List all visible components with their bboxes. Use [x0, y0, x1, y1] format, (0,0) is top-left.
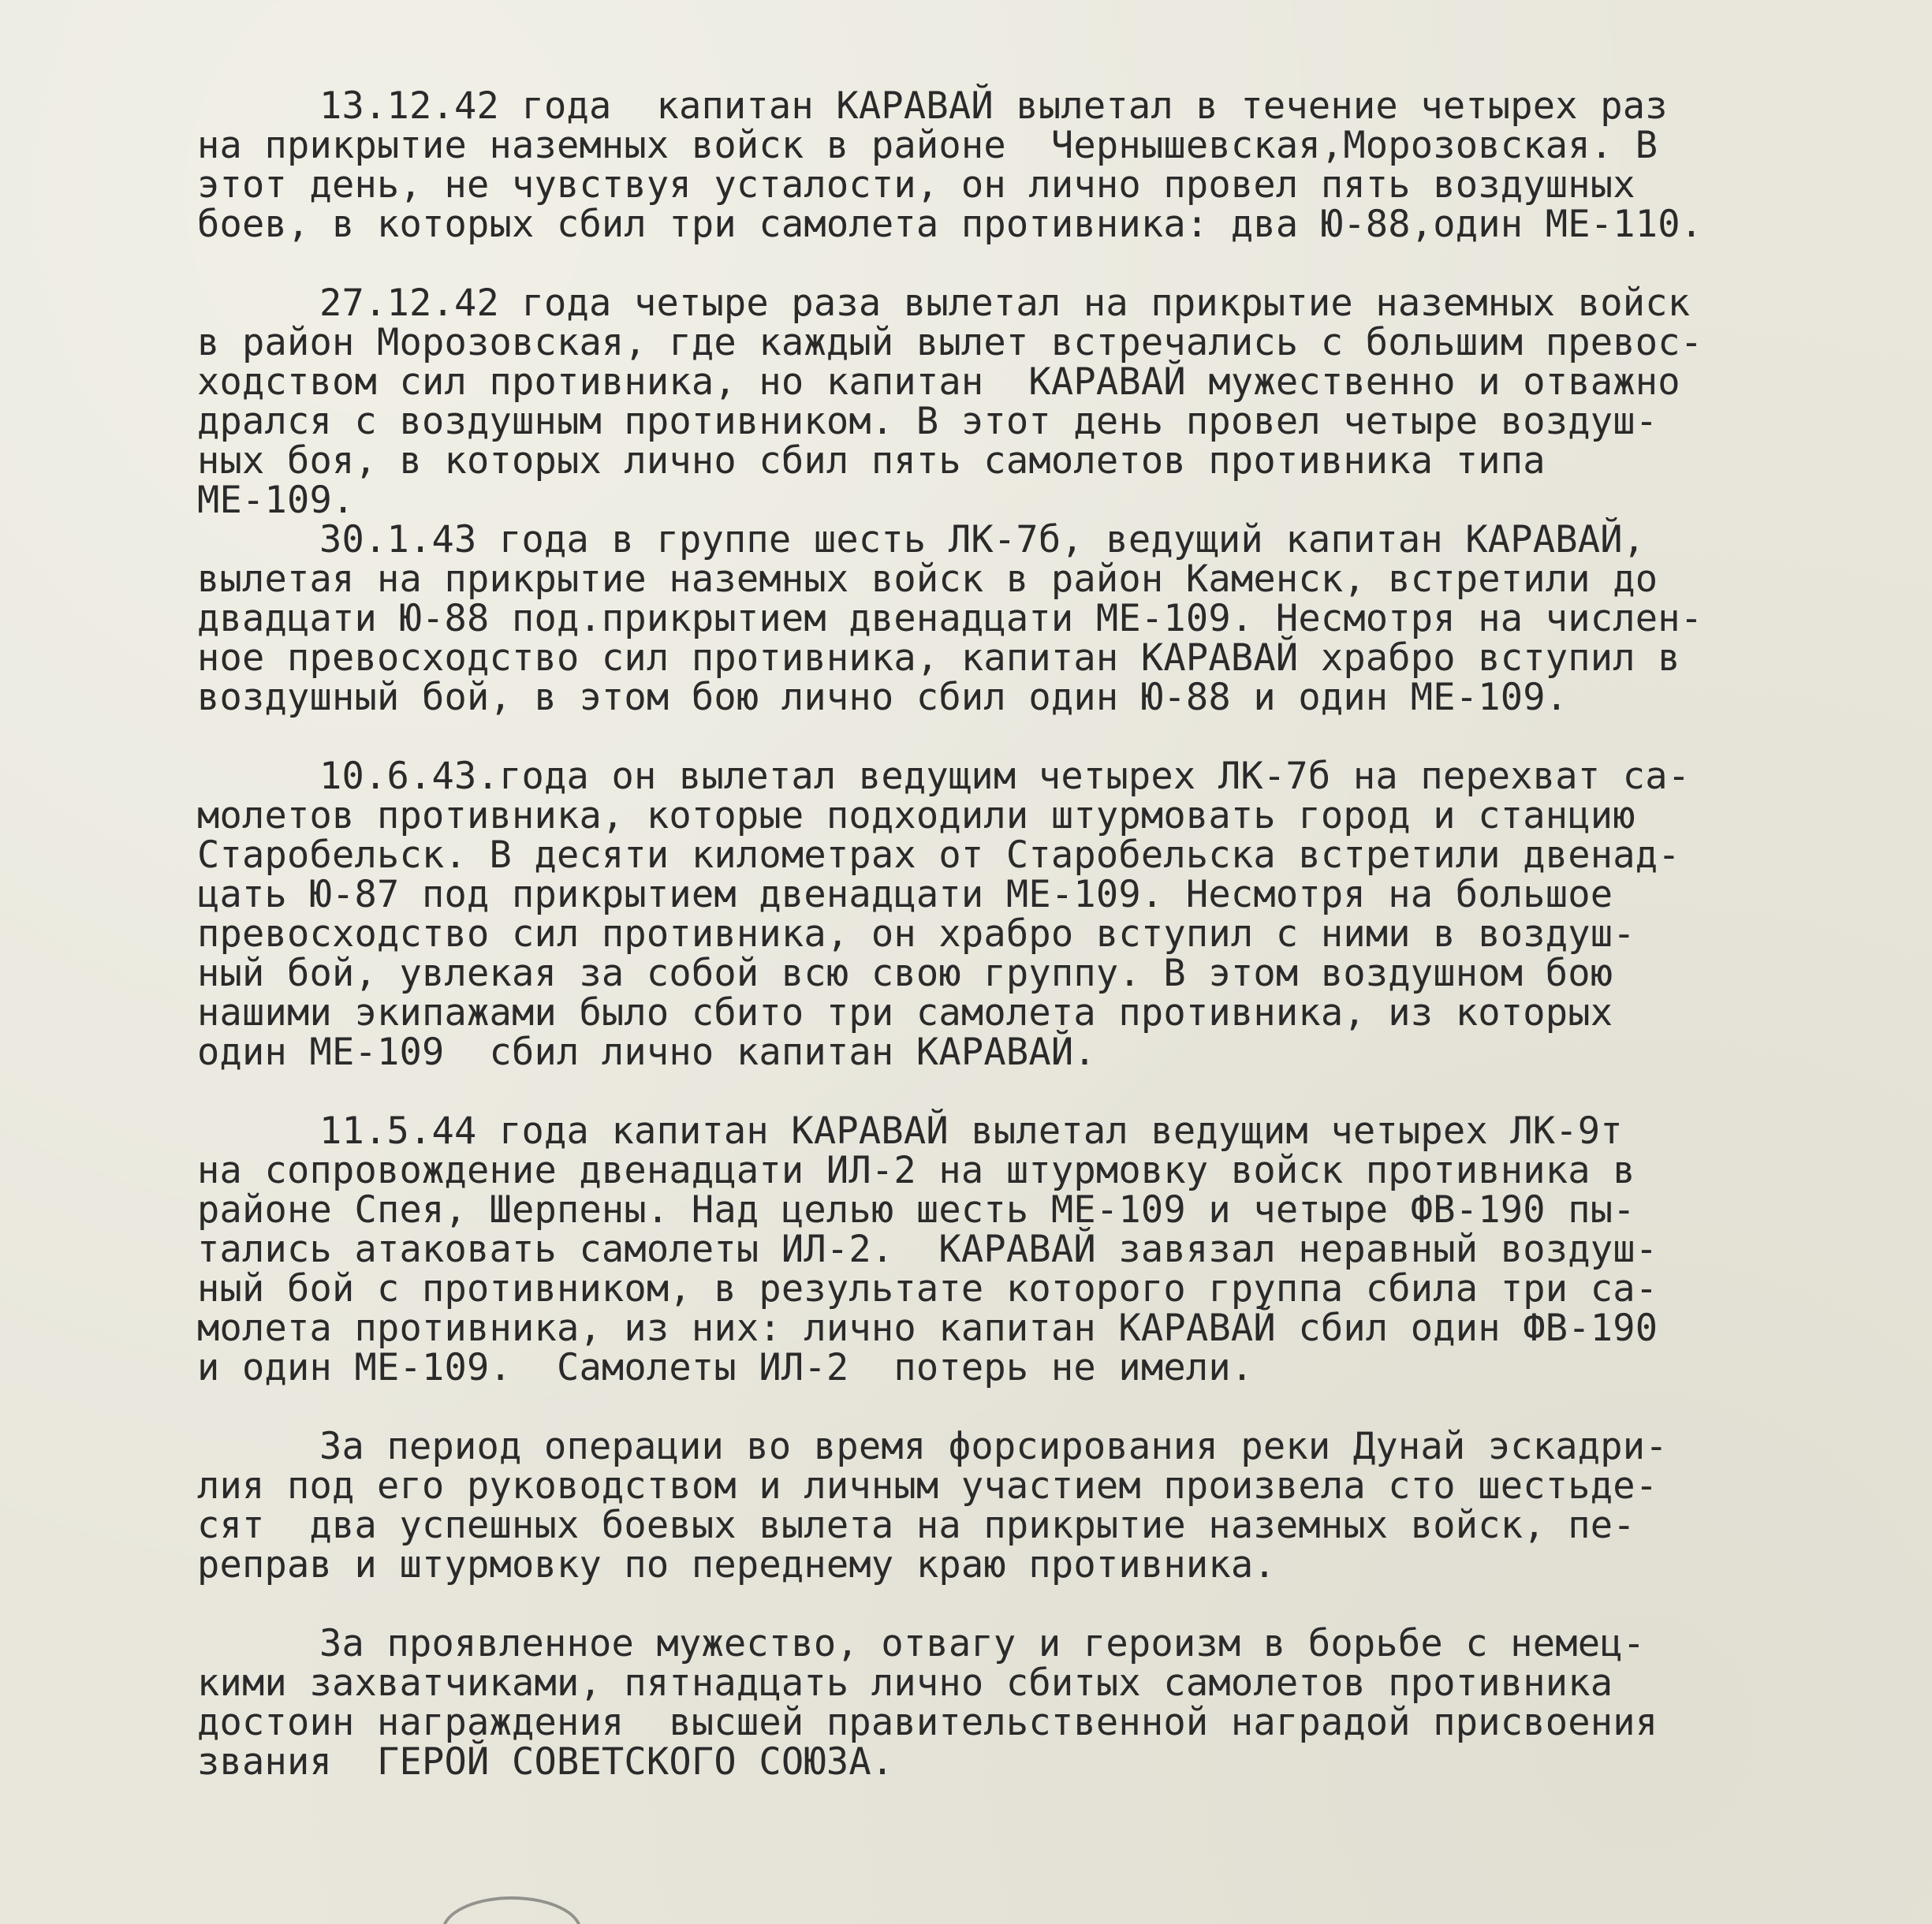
text-line: 13.12.42 года капитан КАРАВАЙ вылетал в течение четырех раз [319, 84, 1668, 128]
text-line: ных боя, в которых лично сбил пять самолетов противника типа [197, 439, 1546, 483]
text-line: нашими экипажами было сбито три самолета противника, из которых [197, 991, 1613, 1035]
text-line: молетов противника, которые подходили штурмовать город и станцию [197, 794, 1635, 837]
text-line: сят два успешных боевых вылета на прикрытие наземных войск, пе- [197, 1504, 1635, 1547]
text-line: двадцати Ю-88 под.прикрытием двенадцати МЕ-109. Несмотря на числен- [197, 597, 1703, 640]
text-line: на сопровождение двенадцати ИЛ-2 на штурмовку войск противника в [197, 1149, 1635, 1192]
paragraph-7 [197, 1624, 1806, 1782]
text-line: ный бой, увлекая за собой всю свою группу. В этом воздушном бою [197, 952, 1613, 995]
text-line: 27.12.42 года четыре раза вылетал на прикрытие наземных войск [319, 282, 1691, 325]
paragraph-6 [197, 1427, 1806, 1585]
text-line: тались атаковать самолеты ИЛ-2. КАРАВАЙ завязал неравный воздуш- [197, 1228, 1658, 1271]
text-line: молета противника, из них: лично капитан КАРАВАЙ сбил один ФВ-190 [197, 1307, 1658, 1350]
text-line: в район Морозовская, где каждый вылет встречались с большим превос- [197, 321, 1703, 364]
text-line: звания ГЕРОЙ СОВЕТСКОГО СОЮЗА. [197, 1740, 894, 1784]
text-line: За проявленное мужество, отвагу и героизм в борьбе с немец- [319, 1622, 1646, 1665]
text-line: и один МЕ-109. Самолеты ИЛ-2 потерь не имели. [197, 1346, 1254, 1389]
text-line: воздушный бой, в этом бою лично сбил один Ю-88 и один МЕ-109. [197, 676, 1568, 719]
text-line: реправ и штурмовку по переднему краю противника. [197, 1543, 1276, 1587]
text-line: районе Спея, Шерпены. Над целью шесть МЕ-109 и четыре ФВ-190 пы- [197, 1188, 1635, 1232]
text-line: один МЕ-109 сбил лично капитан КАРАВАЙ. [197, 1031, 1096, 1074]
paragraph-3 [197, 520, 1806, 718]
text-line: ное превосходство сил противника, капитан КАРАВАЙ храбро вступил в [197, 636, 1680, 680]
text-line: дрался с воздушным противником. В этот день провел четыре воздуш- [197, 400, 1658, 443]
text-line: боев, в которых сбил три самолета противника: два Ю-88,один МЕ-110. [197, 203, 1703, 246]
text-line: превосходство сил противника, он храбро вступил с ними в воздуш- [197, 912, 1635, 956]
text-line: 11.5.44 года капитан КАРАВАЙ вылетал ведущим четырех ЛК-9т [319, 1109, 1623, 1153]
paragraph-1 [197, 84, 1806, 246]
text-line: ный бой с противником, в результате которого группа сбила три са- [197, 1267, 1658, 1311]
paragraph-4 [197, 757, 1806, 1072]
text-line: За период операции во время форсирования реки Дунай эскадри- [319, 1425, 1668, 1468]
text-line: лия под его руководством и личным участием произвела сто шестьде- [197, 1464, 1658, 1508]
text-line: Старобельск. В десяти километрах от Старобельска встретили двенад- [197, 833, 1680, 877]
paragraph-2 [197, 284, 1806, 520]
paragraph-5 [197, 1109, 1806, 1389]
text-line: цать Ю-87 под прикрытием двенадцати МЕ-109. Несмотря на большое [197, 873, 1613, 916]
text-line: 30.1.43 года в группе шесть ЛК-7б, ведущий капитан КАРАВАЙ, [319, 518, 1646, 561]
stamp-seal-icon [442, 1896, 582, 1924]
text-line: кими захватчиками, пятнадцать лично сбитых самолетов противника [197, 1661, 1613, 1705]
text-line: достоин награждения высшей правительственной наградой присвоения [197, 1701, 1658, 1744]
text-line: вылетая на прикрытие наземных войск в район Каменск, встретили до [197, 557, 1658, 601]
text-line: МЕ-109. [197, 479, 355, 522]
document-body [197, 84, 1806, 1784]
text-line: ходством сил противника, но капитан КАРАВАЙ мужественно и отважно [197, 360, 1680, 404]
text-line: этот день, не чувствуя усталости, он лично провел пять воздушных [197, 163, 1635, 207]
text-line: 10.6.43.года он вылетал ведущим четырех ЛК-7б на перехват са- [319, 755, 1691, 798]
text-line: на прикрытие наземных войск в районе Чернышевская,Морозовская. В [197, 124, 1658, 167]
